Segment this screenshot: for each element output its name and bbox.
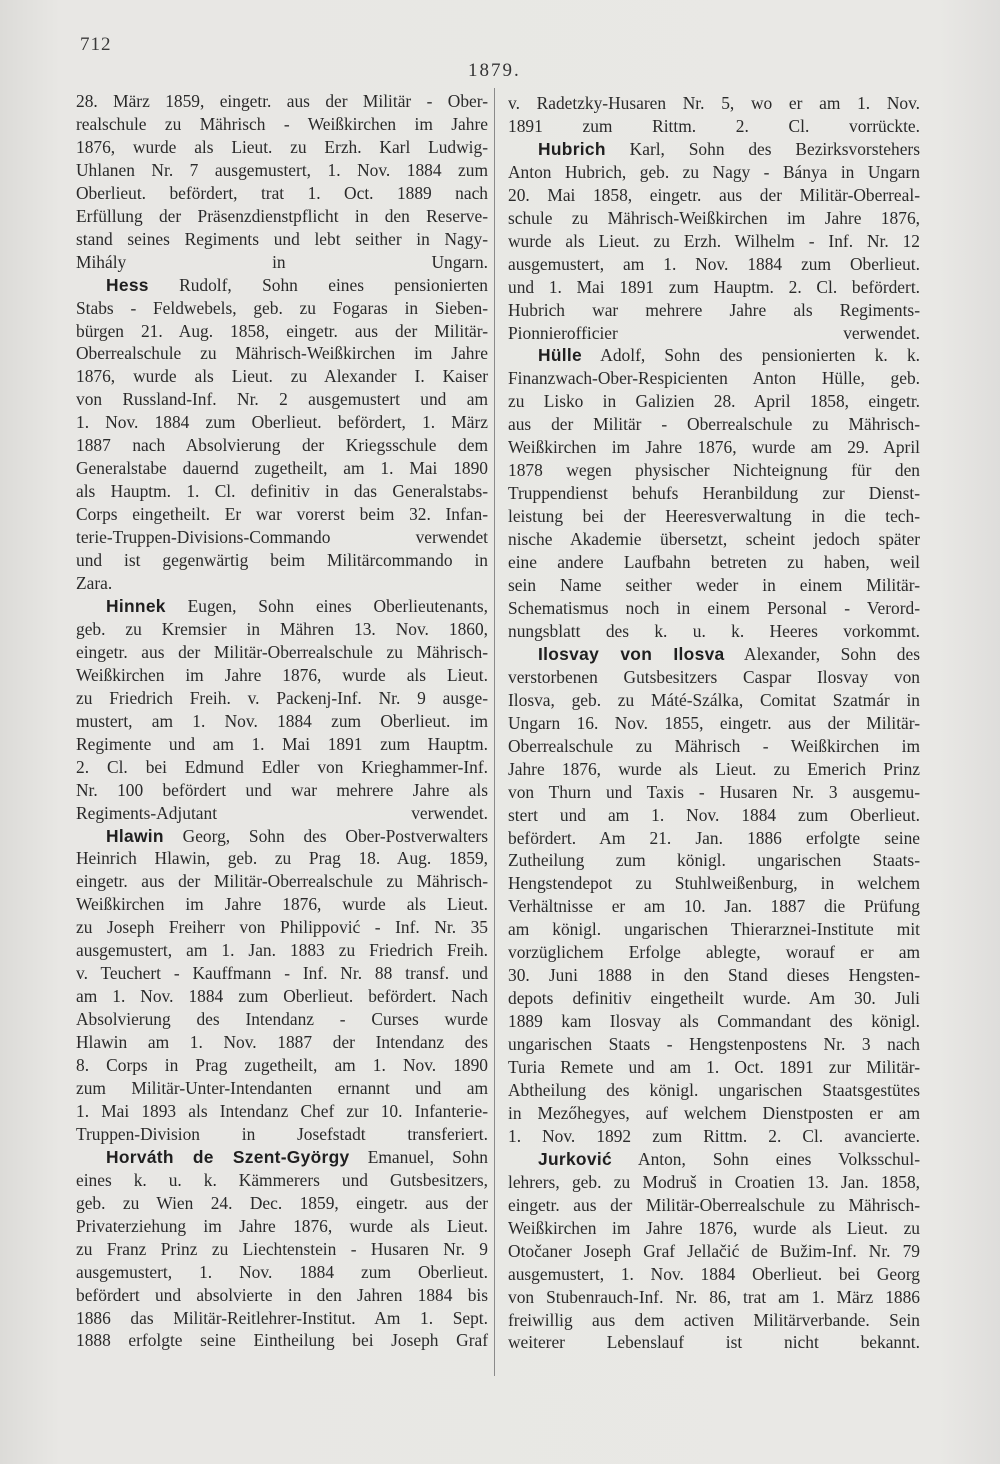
entry-name: Hess xyxy=(106,274,149,295)
text-line: Truppendienst behufs Heranbildung zur Dienst- xyxy=(508,483,920,504)
biography-entry xyxy=(76,825,488,1146)
entry-name: Horváth de Szent-György xyxy=(106,1146,350,1167)
text-line: vorzüglichem Erfolge ablegte, worauf er am xyxy=(508,942,920,963)
entry-name: Hubrich xyxy=(538,138,606,159)
text-line: Absolvierung des Intendanz - Curses wurde xyxy=(76,1009,488,1030)
text-line: Regimente und am 1. Mai 1891 zum Hauptm. xyxy=(76,733,488,754)
entry-text: Anton, Sohn eines Volksschul- xyxy=(611,1148,920,1169)
text-line: eines k. u. k. Kämmerers und Gutsbesitzers, xyxy=(76,1169,488,1190)
text-line: Truppen-Division in Josefstadt transferiert. xyxy=(76,1123,488,1144)
text-line: Oberrealschule zu Mährisch - Weißkirchen im xyxy=(508,735,920,756)
text-line: Ungarn 16. Nov. 1855, eingetr. aus der Militär- xyxy=(508,712,920,733)
text-line xyxy=(76,1146,488,1169)
text-line xyxy=(508,643,920,666)
text-line: Jahre 1876, wurde als Lieut. zu Emerich Prinz xyxy=(508,758,920,779)
text-line: Zara. xyxy=(76,573,113,594)
entry-name: Hülle xyxy=(538,345,583,366)
text-line: Privaterziehung im Jahre 1876, wurde als Lieut. xyxy=(76,1215,488,1236)
text-line: v. Radetzky-Husaren Nr. 5, wo er am 1. Nov. xyxy=(508,93,920,113)
text-line: und ist gegenwärtig beim Militärcommando in xyxy=(76,550,488,571)
text-line: bürgen 21. Aug. 1858, eingetr. aus der Militär- xyxy=(76,320,488,341)
text-line: zu Joseph Freiherr von Philippović - Inf. Nr. 35 xyxy=(76,917,488,938)
text-line: Weißkirchen im Jahre 1876, wurde am 29. April xyxy=(508,437,920,458)
text-line: eingetr. aus der Militär-Oberrealschule zu Mährisch- xyxy=(508,1194,920,1215)
entry-text: Rudolf, Sohn eines pensionierten xyxy=(148,274,488,295)
text-line: 20. Mai 1858, eingetr. aus der Militär-Oberreal- xyxy=(508,184,920,205)
entry-name: Jurković xyxy=(538,1148,612,1169)
text-line: Heinrich Hlawin, geb. zu Prag 18. Aug. 1859, xyxy=(76,848,488,869)
text-line: 2. Cl. bei Edmund Edler von Krieghammer-Inf. xyxy=(76,756,488,777)
running-header-year: 1879. xyxy=(468,60,521,81)
text-line: 1. Nov. 1884 zum Oberlieut. befördert, 1. März xyxy=(76,412,488,433)
text-line xyxy=(76,274,488,297)
text-line xyxy=(76,595,488,618)
text-line: Pionnierofficier verwendet. xyxy=(508,322,920,343)
text-line: Generalstabe dauernd zugetheilt, am 1. Mai 1890 xyxy=(76,458,488,479)
text-line: Mihály in Ungarn. xyxy=(76,251,488,272)
biography-entry xyxy=(508,643,920,1148)
text-line: Nr. 100 befördert und war mehrere Jahre als xyxy=(76,779,488,800)
text-line: befördert. Am 21. Jan. 1886 erfolgte seine xyxy=(508,827,920,848)
text-line xyxy=(508,344,920,367)
text-line: Abtheilung des königl. ungarischen Staatsgestütes xyxy=(508,1079,920,1100)
text-line: Weißkirchen im Jahre 1876, wurde als Lieut. zu xyxy=(508,1217,920,1238)
text-line: 28. März 1859, eingetr. aus der Militär - Ober- xyxy=(76,91,488,111)
right-column xyxy=(508,92,920,1354)
text-line: Erfüllung der Präsenzdienstpflicht in den Reserve- xyxy=(76,205,488,226)
biography-entry xyxy=(76,274,488,595)
biography-entry xyxy=(508,344,920,642)
text-line: 1. Nov. 1892 zum Rittm. 2. Cl. avancierte. xyxy=(508,1125,920,1146)
text-line xyxy=(76,825,488,848)
text-line: aus der Militär - Oberrealschule zu Mährisch- xyxy=(508,414,920,435)
entry-text: Alexander, Sohn des xyxy=(724,643,920,664)
text-line: depots definitiv eingetheilt wurde. Am 30. Juli xyxy=(508,988,920,1009)
page-number: 712 xyxy=(80,34,112,55)
entry-text: Adolf, Sohn des pensionierten k. k. xyxy=(582,345,920,366)
biography-entry xyxy=(508,1148,920,1355)
text-line: Weißkirchen im Jahre 1876, wurde als Lieut. xyxy=(76,664,488,685)
text-line: leistung bei der Heeresverwaltung in die tech- xyxy=(508,506,920,527)
text-line: ausgemustert, 1. Nov. 1884 Oberlieut. bei Georg xyxy=(508,1263,920,1284)
text-line: von Thurn und Taxis - Husaren Nr. 3 ausgemu- xyxy=(508,781,920,802)
text-line: eingetr. aus der Militär-Oberrealschule zu Mährisch- xyxy=(76,641,488,662)
text-line: Hlawin am 1. Nov. 1887 der Intendanz des xyxy=(76,1032,488,1053)
text-line: zu Friedrich Freih. v. Packenj-Inf. Nr. 9 ausge- xyxy=(76,687,488,708)
biography-entry xyxy=(76,595,488,825)
text-line: Ilosva, geb. zu Máté-Szálka, Comitat Szatmár in xyxy=(508,689,920,710)
text-line: Verhältnisse er am 10. Jan. 1887 die Prüfung xyxy=(508,896,920,917)
text-line: Anton Hubrich, geb. zu Nagy - Bánya in Ungarn xyxy=(508,161,920,182)
text-line: freiwillig aus dem activen Militärverbande. Sein xyxy=(508,1309,920,1330)
text-line: Regiments-Adjutant verwendet. xyxy=(76,802,488,823)
text-line: von Stubenrauch-Inf. Nr. 86, trat am 1. März 1886 xyxy=(508,1286,920,1307)
text-line: eine andere Laufbahn betreten zu haben, weil xyxy=(508,552,920,573)
text-line: stand seines Regiments und lebt seither in Nagy- xyxy=(76,228,488,249)
text-line: nungsblatt des k. u. k. Heeres vorkommt. xyxy=(508,620,920,641)
text-line: als Hauptm. 1. Cl. definitiv in das Generalstabs- xyxy=(76,481,488,502)
text-line: Weißkirchen im Jahre 1876, wurde als Lieut. xyxy=(76,894,488,915)
text-line: schule zu Mährisch-Weißkirchen im Jahre 1876, xyxy=(508,207,920,228)
text-line: ausgemustert, 1. Nov. 1884 zum Oberlieut. xyxy=(76,1261,488,1282)
text-line: verstorbenen Gutsbesitzers Caspar Ilosvay von xyxy=(508,666,920,687)
text-line: in Mezőhegyes, auf welchem Dienstposten er am xyxy=(508,1102,920,1123)
text-line: und 1. Mai 1891 zum Hauptm. 2. Cl. befördert. xyxy=(508,276,920,297)
text-line: realschule zu Mährisch - Weißkirchen im Jahre xyxy=(76,113,488,134)
text-line: ausgemustert, am 1. Nov. 1884 zum Oberlieut. xyxy=(508,253,920,274)
text-line: Hubrich war mehrere Jahre als Regiments- xyxy=(508,299,920,320)
text-line: 1887 nach Absolvierung der Kriegsschule dem xyxy=(76,435,488,456)
text-line: 1878 wegen physischer Nichteignung für den xyxy=(508,460,920,481)
entry-text: Karl, Sohn des Bezirksvorstehers xyxy=(605,138,920,159)
text-line: 1876, wurde als Lieut. zu Alexander I. Kaiser xyxy=(76,366,488,387)
left-column xyxy=(76,90,488,1352)
text-line: Stabs - Feldwebels, geb. zu Fogaras in Sieben- xyxy=(76,297,488,318)
biography-entry xyxy=(76,1146,488,1353)
text-line: Finanzwach-Ober-Respicienten Anton Hülle, geb. xyxy=(508,368,920,389)
text-line: lehrers, geb. zu Modruš in Croatien 13. Jan. 1858, xyxy=(508,1171,920,1192)
text-line: 1. Mai 1893 als Intendanz Chef zur 10. Infanterie- xyxy=(76,1100,488,1121)
text-line: Uhlanen Nr. 7 ausgemustert, 1. Nov. 1884 zum xyxy=(76,159,488,180)
text-line: mustert, am 1. Nov. 1884 zum Oberlieut. im xyxy=(76,710,488,731)
entry-name: Hlawin xyxy=(106,825,164,846)
text-line: 1891 zum Rittm. 2. Cl. vorrückte. xyxy=(508,115,920,136)
entry-name: Hinnek xyxy=(106,595,166,616)
text-line: eingetr. aus der Militär-Oberrealschule zu Mährisch- xyxy=(76,871,488,892)
biography-entry xyxy=(508,92,920,138)
column-divider xyxy=(494,88,495,1376)
text-line: stert und am 1. Nov. 1884 zum Oberlieut. xyxy=(508,804,920,825)
text-line: weiterer Lebenslauf ist nicht bekannt. xyxy=(508,1332,920,1353)
text-line: von Russland-Inf. Nr. 2 ausgemustert und am xyxy=(76,389,488,410)
text-line: zu Franz Prinz zu Liechtenstein - Husaren Nr. 9 xyxy=(76,1238,488,1259)
text-line: 1888 erfolgte seine Eintheilung bei Joseph Graf xyxy=(76,1330,488,1351)
text-line: zum Militär-Unter-Intendanten ernannt und am xyxy=(76,1077,488,1098)
text-line: 1889 kam Ilosvay als Commandant des königl. xyxy=(508,1011,920,1032)
text-line: 1886 das Militär-Reitlehrer-Institut. Am 1. Sept. xyxy=(76,1307,488,1328)
text-line: befördert und absolvierte in den Jahren 1884 bis xyxy=(76,1284,488,1305)
text-line: nische Akademie übersetzt, scheint jedoch später xyxy=(508,529,920,550)
text-line xyxy=(508,1148,920,1171)
entry-text: Eugen, Sohn eines Oberlieutenants, xyxy=(165,595,488,616)
text-line: Oberlieut. befördert, trat 1. Oct. 1889 nach xyxy=(76,182,488,203)
text-line: am königl. ungarischen Thierarznei-Institute mit xyxy=(508,919,920,940)
text-line: 30. Juni 1888 in den Stand dieses Hengsten- xyxy=(508,965,920,986)
text-line: Corps eingetheilt. Er war vorerst beim 32. Infan- xyxy=(76,504,488,525)
text-line: Schematismus noch in einem Personal - Verord- xyxy=(508,597,920,618)
text-line: Zutheilung zum königl. ungarischen Staats- xyxy=(508,850,920,871)
text-line: am 1. Nov. 1884 zum Oberlieut. befördert. Nach xyxy=(76,986,488,1007)
text-line: 8. Corps in Prag zugetheilt, am 1. Nov. 1890 xyxy=(76,1055,488,1076)
text-line: Oberrealschule zu Mährisch-Weißkirchen im Jahre xyxy=(76,343,488,364)
biography-entry xyxy=(508,138,920,345)
text-line xyxy=(508,138,920,161)
entry-text: Georg, Sohn des Ober-Postverwalters xyxy=(163,825,488,846)
text-line: 1876, wurde als Lieut. zu Erzh. Karl Ludwig- xyxy=(76,136,488,157)
text-line: sein Name seither weder in einem Militär- xyxy=(508,575,920,596)
text-line: v. Teuchert - Kauffmann - Inf. Nr. 88 transf. und xyxy=(76,963,488,984)
text-line: terie-Truppen-Divisions-Commando verwendet xyxy=(76,527,488,548)
text-line: wurde als Lieut. zu Erzh. Wilhelm - Inf. Nr. 12 xyxy=(508,230,920,251)
text-line: Hengstendepot zu Stuhlweißenburg, in welchem xyxy=(508,873,920,894)
text-line: ungarischen Staats - Hengstenpostens Nr. 3 nach xyxy=(508,1034,920,1055)
text-line: zu Lisko in Galizien 28. April 1858, eingetr. xyxy=(508,391,920,412)
text-line: geb. zu Wien 24. Dec. 1859, eingetr. aus der xyxy=(76,1192,488,1213)
text-line: Otočaner Joseph Graf Jellačić de Bužim-Inf. Nr. 79 xyxy=(508,1240,920,1261)
entry-name: Ilosvay von Ilosva xyxy=(538,643,725,664)
text-line: Turia Remete und am 1. Oct. 1891 zur Militär- xyxy=(508,1057,920,1078)
text-line: ausgemustert, am 1. Jan. 1883 zu Friedrich Freih. xyxy=(76,940,488,961)
biography-entry xyxy=(76,90,488,274)
entry-text: Emanuel, Sohn xyxy=(349,1146,488,1167)
text-line: geb. zu Kremsier in Mähren 13. Nov. 1860, xyxy=(76,618,488,639)
